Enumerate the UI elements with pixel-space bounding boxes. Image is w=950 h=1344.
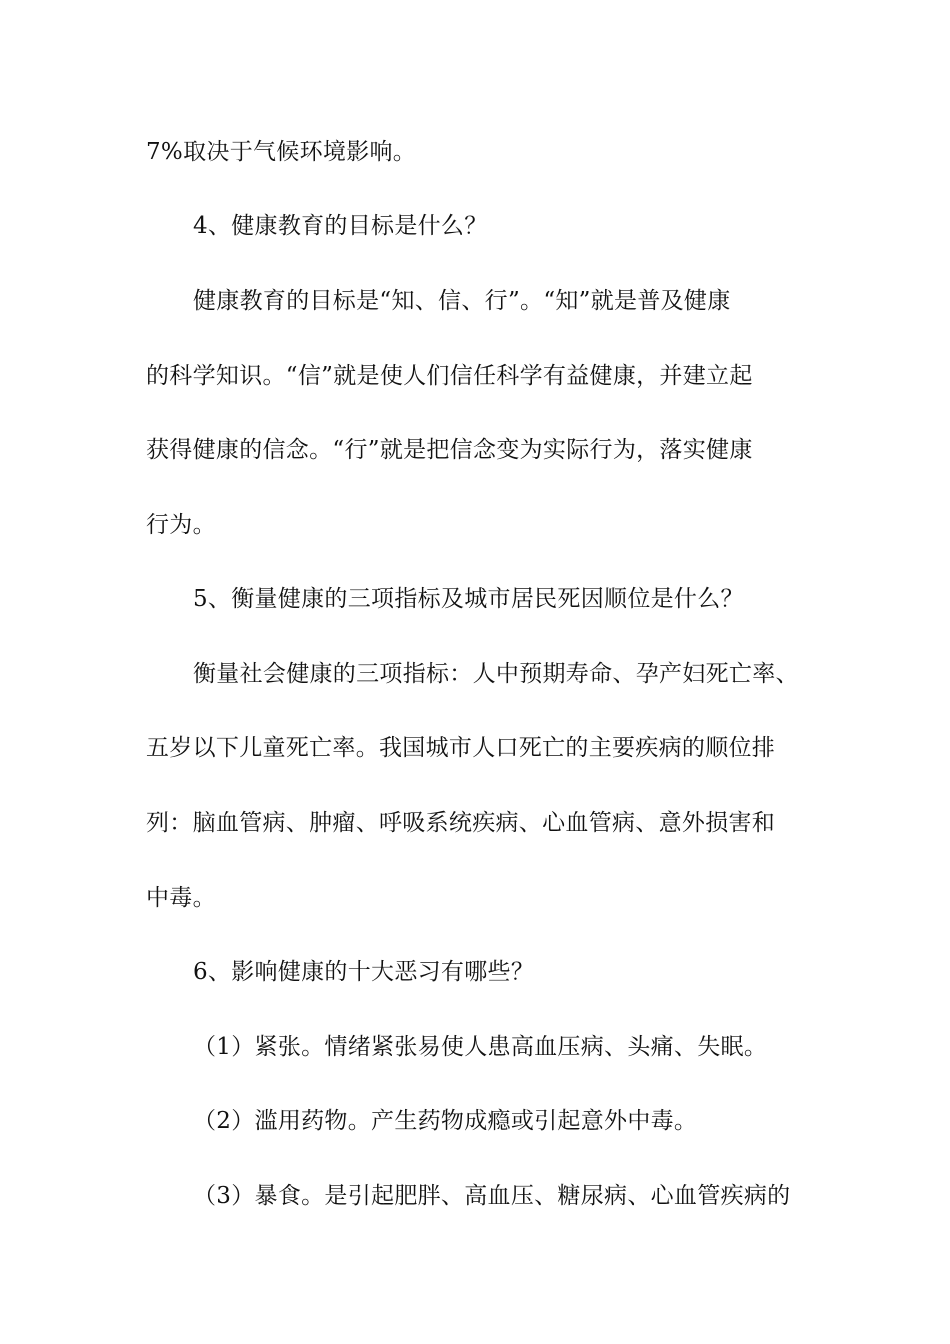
list-item-3: （3）暴食。是引起肥胖、高血压、糖尿病、心血管疾病的 — [193, 1183, 791, 1209]
answer-4-line-1: 健康教育的目标是“知、信、行”。“知”就是普及健康 — [193, 288, 731, 314]
question-heading-6: 6、影响健康的十大恶习有哪些？ — [193, 959, 535, 985]
question-heading-5: 5、衡量健康的三项指标及城市居民死因顺位是什么？ — [193, 586, 744, 612]
answer-5-line-1: 衡量社会健康的三项指标：人中预期寿命、孕产妇死亡率、 — [193, 661, 799, 687]
answer-5-line-4: 中毒。 — [146, 885, 216, 911]
question-heading-4: 4、健康教育的目标是什么？ — [193, 213, 488, 239]
list-item-2: （2）滥用药物。产生药物成瘾或引起意外中毒。 — [193, 1108, 698, 1134]
answer-4-line-3: 获得健康的信念。“行”就是把信念变为实际行为，落实健康 — [146, 437, 753, 463]
answer-4-line-4: 行为。 — [146, 512, 216, 538]
answer-5-line-3: 列：脑血管病、肿瘤、呼吸系统疾病、心血管病、意外损害和 — [146, 810, 776, 836]
answer-4-line-2: 的科学知识。“信”就是使人们信任科学有益健康，并建立起 — [146, 363, 753, 389]
answer-5-line-2: 五岁以下儿童死亡率。我国城市人口死亡的主要疾病的顺位排 — [146, 735, 776, 761]
paragraph-continuation: 7%取决于气候环境影响。 — [146, 139, 417, 165]
list-item-1: （1）紧张。情绪紧张易使人患高血压病、头痛、失眠。 — [193, 1034, 768, 1060]
